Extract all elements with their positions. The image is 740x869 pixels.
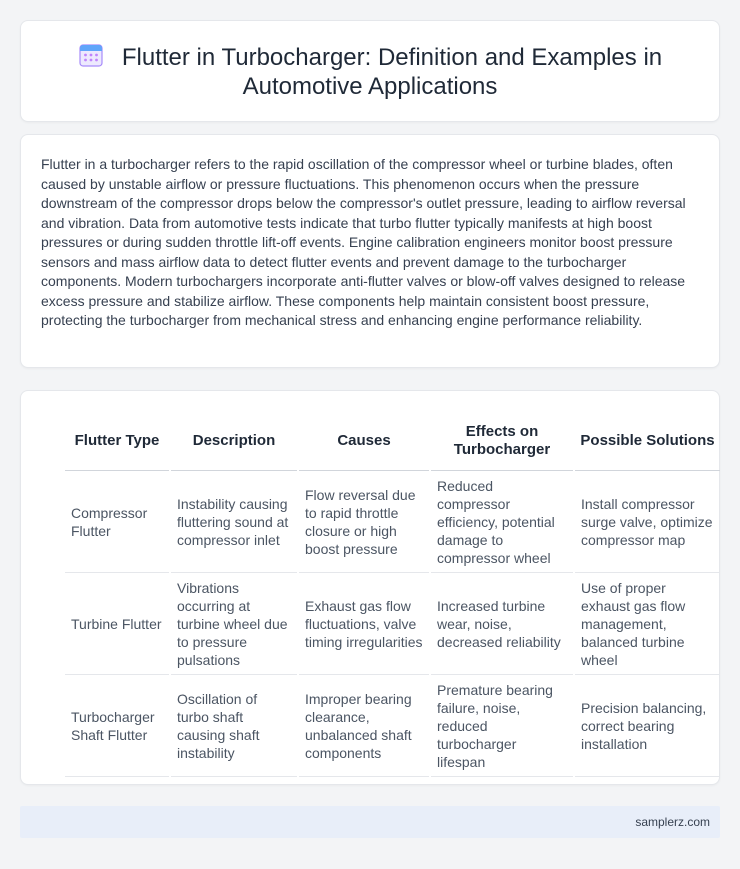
intro-card xyxy=(20,134,720,368)
column-header: Possible Solutions xyxy=(575,411,720,471)
column-header: Effects on Turbocharger xyxy=(431,411,573,471)
table-card xyxy=(20,390,720,785)
column-header: Description xyxy=(171,411,297,471)
title-card xyxy=(20,20,720,122)
flutter-table xyxy=(63,411,722,777)
footer-site-link[interactable]: samplerz.com xyxy=(635,815,710,829)
table-row xyxy=(65,573,720,675)
column-header: Causes xyxy=(299,411,429,471)
table-cell: Precision balancing, correct bearing installation xyxy=(575,675,720,777)
column-header: Flutter Type xyxy=(65,411,169,471)
table-cell: Compressor Flutter xyxy=(65,471,169,573)
intro-paragraph: Flutter in a turbocharger refers to the rapid oscillation of the compressor wheel or turbine blades, often caused by unstable airflow or pressure fluctuations. This phenomenon occurs when the pressure downstream of the compressor drops below the compressor's outlet pressure, leading to airflow reversal and vibration. Data from automotive tests indicate that turbo flutter typically manifests at high boost pressures or during sudden throttle lift-off events. Engine calibration engineers monitor boost pressure sensors and mass airflow data to detect flutter events and prevent damage to the turbocharger components. Modern turbochargers incorporate anti-flutter valves or blow-off valves designed to release excess pressure and stabilize airflow. These components help maintain consistent boost pressure, protecting the turbocharger from mechanical stress and enhancing engine performance reliability. xyxy=(41,156,686,328)
table-cell: Increased turbine wear, noise, decreased reliability xyxy=(431,573,573,675)
page-title xyxy=(51,42,689,101)
table-cell: Premature bearing failure, noise, reduced turbocharger lifespan xyxy=(431,675,573,777)
table-cell: Install compressor surge valve, optimize compressor map xyxy=(575,471,720,573)
table-cell: Oscillation of turbo shaft causing shaft instability xyxy=(171,675,297,777)
footer xyxy=(20,806,720,838)
table-header-row xyxy=(65,411,720,471)
table-cell: Exhaust gas flow fluctuations, valve timing irregularities xyxy=(299,573,429,675)
table-cell: Reduced compressor efficiency, potential damage to compressor wheel xyxy=(431,471,573,573)
table-row xyxy=(65,675,720,777)
table-cell: Improper bearing clearance, unbalanced shaft components xyxy=(299,675,429,777)
calendar-icon xyxy=(78,42,104,68)
table-cell: Use of proper exhaust gas flow management, balanced turbine wheel xyxy=(575,573,720,675)
page-title-text: Flutter in Turbocharger: Definition and Examples in Automotive Applications xyxy=(121,43,663,100)
table-row xyxy=(65,471,720,573)
table-cell: Turbine Flutter xyxy=(65,573,169,675)
table-cell: Vibrations occurring at turbine wheel due to pressure pulsations xyxy=(171,573,297,675)
table-cell: Flow reversal due to rapid throttle closure or high boost pressure xyxy=(299,471,429,573)
table-cell: Instability causing fluttering sound at compressor inlet xyxy=(171,471,297,573)
table-cell: Turbocharger Shaft Flutter xyxy=(65,675,169,777)
